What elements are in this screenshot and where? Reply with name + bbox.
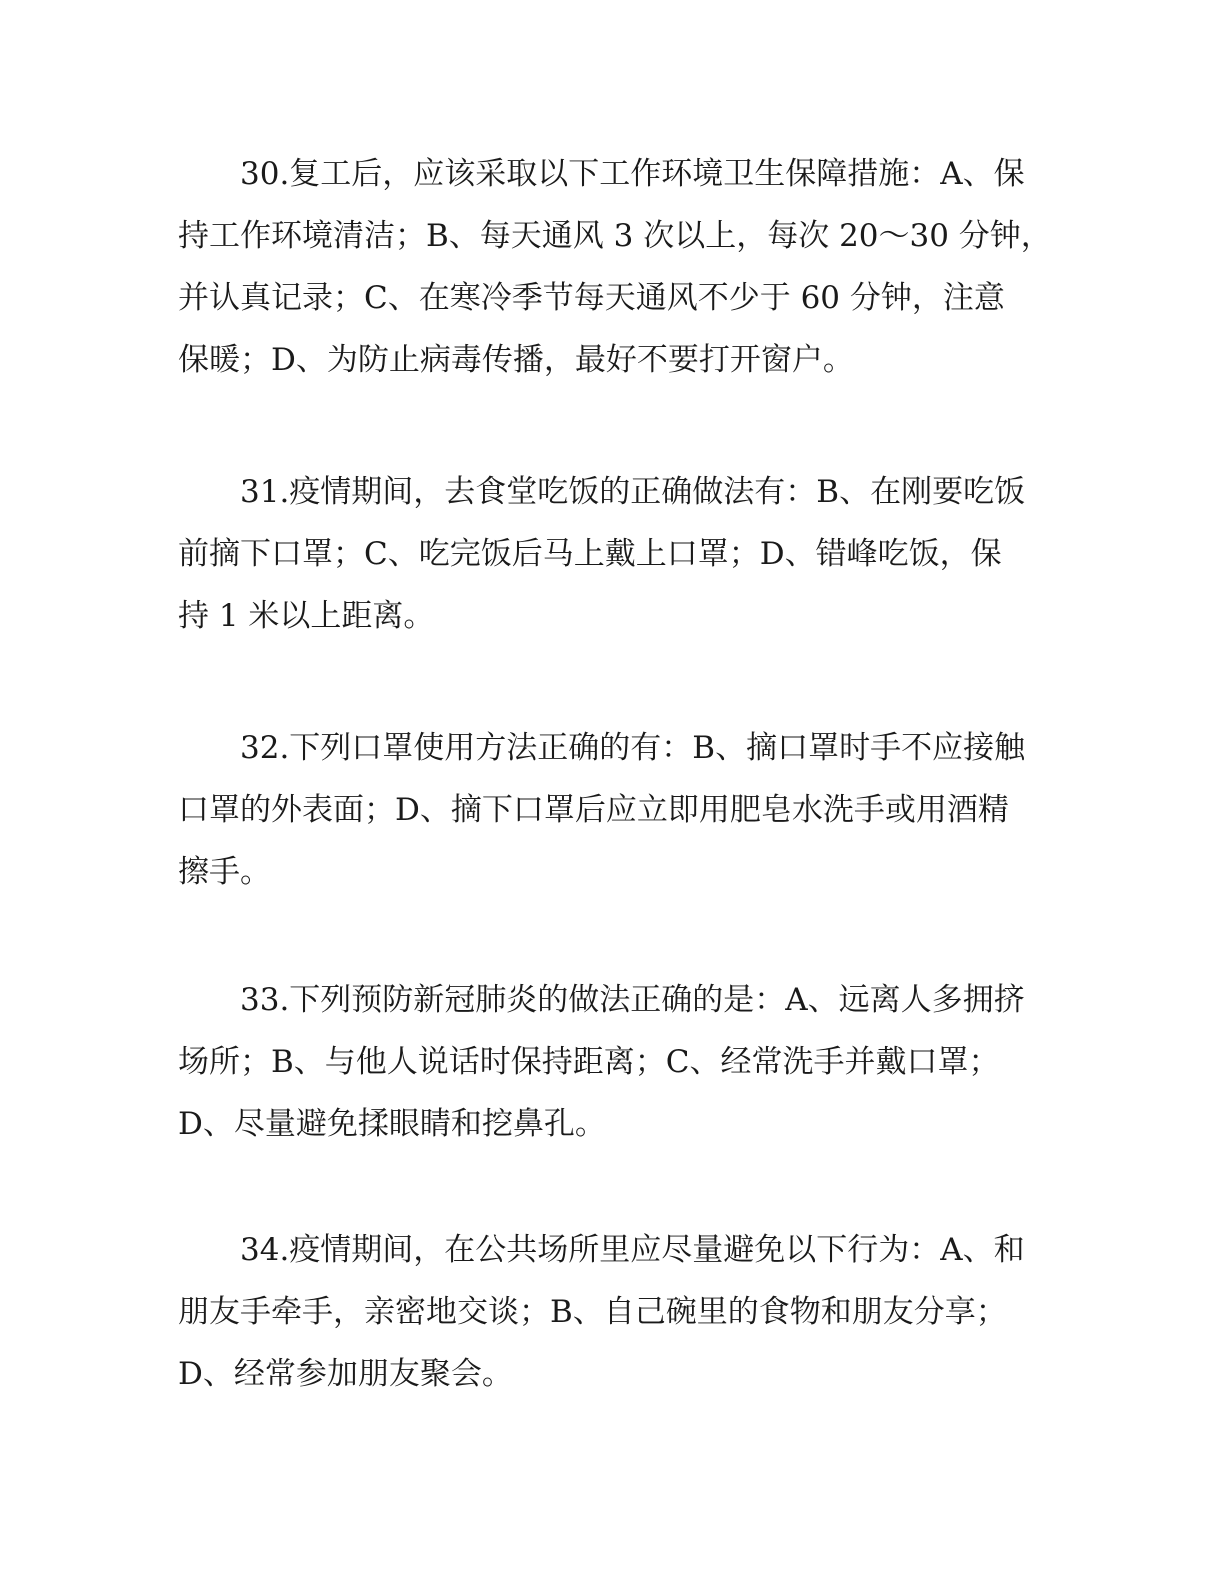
question-31-line-1: 31.疫情期间，去食堂吃饭的正确做法有：B、在刚要吃饭	[240, 474, 1026, 510]
question-32-line-2: 口罩的外表面；D、摘下口罩后应立即用肥皂水洗手或用酒精	[178, 792, 1009, 828]
question-32-line-1: 32.下列口罩使用方法正确的有：B、摘口罩时手不应接触	[240, 730, 1026, 766]
question-30-line-2: 持工作环境清洁；B、每天通风 3 次以上，每次 20～30 分钟，	[178, 218, 1052, 254]
question-34-line-3: D、经常参加朋友聚会。	[178, 1356, 513, 1392]
question-31-line-2: 前摘下口罩；C、吃完饭后马上戴上口罩；D、错峰吃饭，保	[178, 536, 1002, 572]
question-34-line-1: 34.疫情期间，在公共场所里应尽量避免以下行为：A、和	[240, 1232, 1025, 1268]
question-33-line-3: D、尽量避免揉眼睛和挖鼻孔。	[178, 1106, 606, 1142]
question-30-line-3: 并认真记录；C、在寒冷季节每天通风不少于 60 分钟，注意	[178, 280, 1005, 316]
question-34-line-2: 朋友手牵手，亲密地交谈；B、自己碗里的食物和朋友分享；	[178, 1294, 1007, 1330]
question-33-line-1: 33.下列预防新冠肺炎的做法正确的是：A、远离人多拥挤	[240, 982, 1025, 1018]
question-30-line-4: 保暖；D、为防止病毒传播，最好不要打开窗户。	[178, 342, 854, 378]
question-33-line-2: 场所；B、与他人说话时保持距离；C、经常洗手并戴口罩；	[178, 1044, 1000, 1080]
question-31-line-3: 持 1 米以上距离。	[178, 598, 435, 634]
question-30-line-1: 30.复工后，应该采取以下工作环境卫生保障措施：A、保	[240, 156, 1025, 192]
question-32-line-3: 擦手。	[178, 854, 271, 890]
